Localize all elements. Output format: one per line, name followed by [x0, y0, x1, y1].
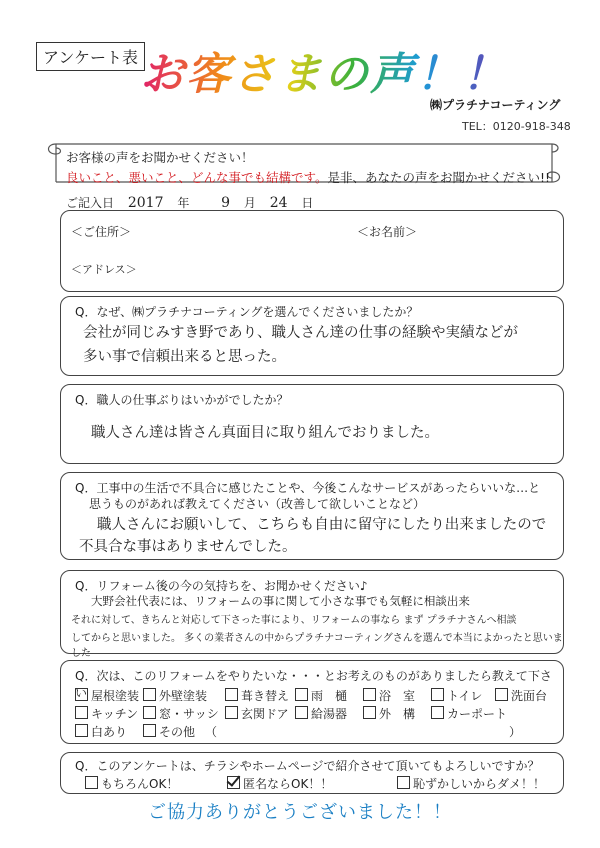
- date-day-unit: 日: [301, 196, 314, 210]
- question-box-3: [60, 472, 564, 560]
- option-water-heater[interactable]: 給湯器: [295, 705, 347, 722]
- option-termite[interactable]: 白あり: [75, 723, 127, 740]
- answer-4-line-2[interactable]: それに対して、きちんと対応して下さった事により、リフォームの事なら まず プラチナさんへ相談: [71, 615, 517, 626]
- option-carport[interactable]: カーポート: [431, 705, 507, 722]
- company-name: ㈱プラチナコーティング: [430, 98, 561, 112]
- answer-2-line-1[interactable]: 職人さん達は皆さん真面目に取り組んでおりました。: [91, 425, 439, 441]
- answer-1-line-2[interactable]: 多い事で信頼出来ると思った。: [83, 349, 286, 365]
- other-paren-close: ）: [509, 725, 522, 739]
- permission-anonymous[interactable]: 匿名ならOK！！: [227, 775, 332, 792]
- thanks-message: ご協力ありがとうございました！！: [148, 802, 452, 823]
- option-gutter[interactable]: 雨 樋: [295, 687, 347, 704]
- date-label: ご記入日: [66, 196, 115, 210]
- answer-4-line-3[interactable]: してからと思いました。 多くの業者さんの中からプラチナコーティングさんを選んで本当によかったと思いました: [71, 633, 563, 659]
- answer-3-line-2[interactable]: 不具合な事はありませんでした。: [79, 539, 297, 555]
- question-4-text: Q．リフォーム後の今の気持ちを、お聞かせください♪: [75, 579, 368, 593]
- question-3-text-2: 思うものがあれば教えてください（改善して欲しいことなど）: [89, 497, 426, 511]
- permission-ok[interactable]: もちろんOK！: [85, 775, 178, 792]
- option-wall-paint[interactable]: 外壁塗装: [143, 687, 207, 704]
- address-label: ＜ご住所＞: [71, 225, 132, 239]
- name-label: ＜お名前＞: [357, 225, 418, 239]
- option-exterior[interactable]: 外 構: [363, 705, 415, 722]
- date-day[interactable]: 24: [269, 195, 288, 211]
- intro-highlight: 良いこと、悪いこと、どんな事でも結構です。: [66, 170, 328, 185]
- question-box-1: [60, 296, 564, 376]
- option-other[interactable]: その他: [143, 723, 195, 740]
- option-window-sash[interactable]: 窓・サッシ: [143, 705, 219, 722]
- question-1-text: Q．なぜ、㈱プラチナコーティングを選んでくださいましたか？: [75, 305, 419, 319]
- date-year[interactable]: 2017: [127, 195, 164, 211]
- other-paren-open: （: [205, 725, 218, 739]
- answer-4-line-1[interactable]: 大野会社代表には、リフォームの事に関して小さな事でも気軽に相談出来: [91, 594, 470, 608]
- option-roof-paint[interactable]: 屋根塗装: [75, 687, 139, 704]
- contact-box: [60, 210, 564, 292]
- question-box-4: [60, 570, 564, 659]
- question-5-text: Q．次は、このリフォームをやりたいな・・・とお考えのものがありましたら教えて下さい: [75, 669, 552, 700]
- question-6-text: Q．このアンケートは、チラシやホームページで紹介させて頂いてもよろしいですか？: [75, 759, 540, 773]
- question-2-text: Q．職人の仕事ぶりはいかがでしたか？: [75, 393, 289, 407]
- question-box-2: [60, 384, 564, 464]
- date-year-unit: 年: [177, 196, 190, 210]
- intro-rest: 是非、あなたの声をお聞かせください!!: [327, 170, 551, 185]
- answer-3-line-1[interactable]: 職人さんにお願いして、こちらも自由に留守にしたり出来ましたので: [97, 517, 547, 533]
- question-3-text-1: Q．工事中の生活で不具合に感じたことや、今後こんなサービスがあったらいいな…と: [75, 481, 541, 495]
- question-box-6: [60, 752, 564, 794]
- permission-no[interactable]: 恥ずかしいからダメ！！: [397, 775, 545, 792]
- option-washbasin[interactable]: 洗面台: [495, 687, 547, 704]
- option-bathroom[interactable]: 浴 室: [363, 687, 415, 704]
- option-entrance-door[interactable]: 玄関ドア: [225, 705, 289, 722]
- page-title: お客さまの声！！: [140, 38, 508, 102]
- option-kitchen[interactable]: キッチン: [75, 705, 138, 722]
- entry-date: [66, 194, 313, 211]
- question-box-5: [60, 660, 564, 744]
- intro-line-2: [66, 168, 550, 186]
- survey-tag: アンケート表: [36, 42, 145, 71]
- date-month-unit: 月: [243, 196, 256, 210]
- date-month[interactable]: 9: [221, 195, 231, 211]
- intro-line-1: お客様の声をお聞かせください！: [66, 150, 254, 165]
- email-label: ＜アドレス＞: [71, 263, 137, 276]
- option-toilet[interactable]: トイレ: [431, 687, 482, 704]
- check-icon: [227, 776, 240, 789]
- answer-1-line-1[interactable]: 会社が同じみすき野であり、職人さん達の仕事の経験や実績などが: [83, 325, 518, 341]
- option-reroof[interactable]: 葺き替え: [225, 687, 289, 704]
- company-tel: TEL：0120-918-348: [462, 120, 571, 133]
